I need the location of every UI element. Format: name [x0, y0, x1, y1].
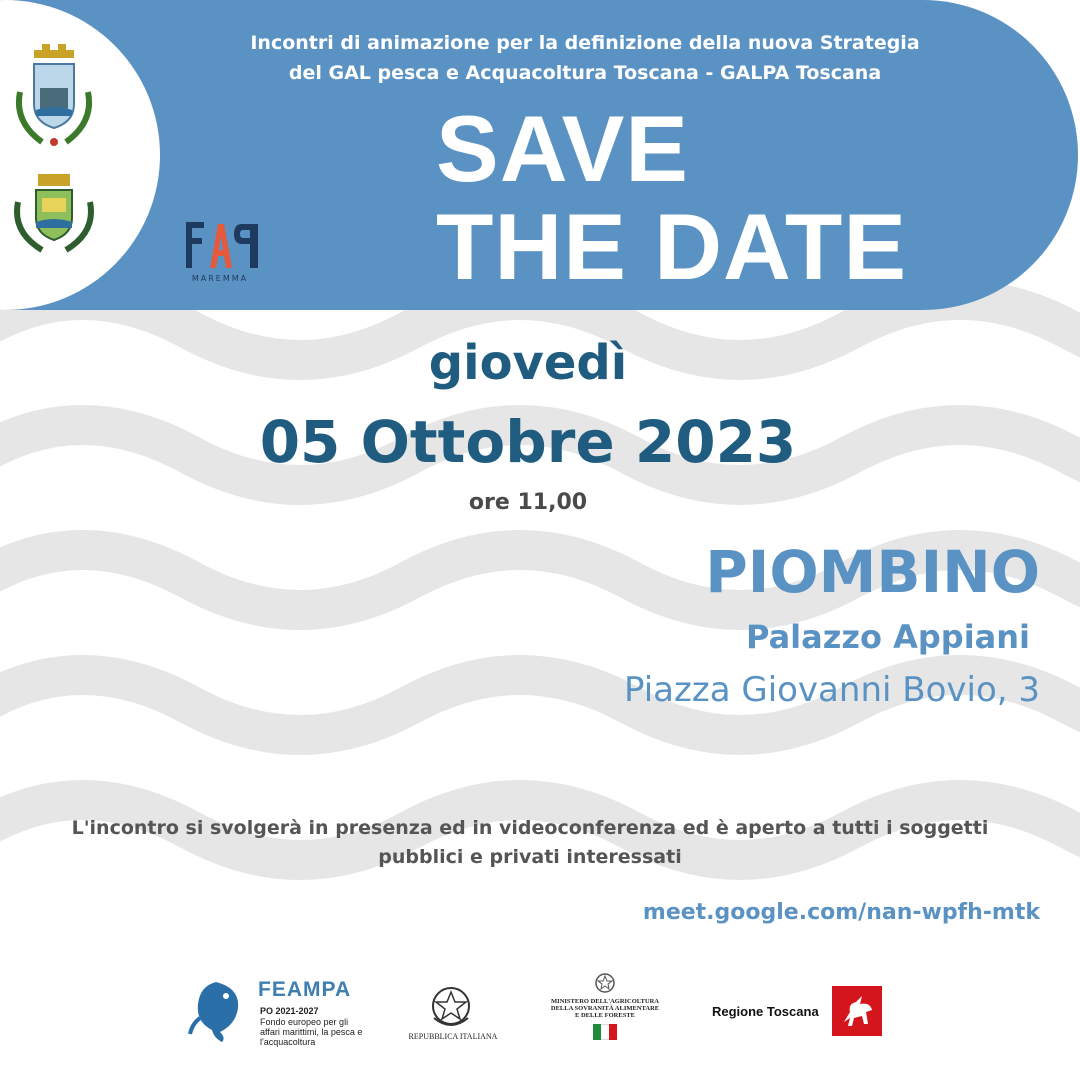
event-day: giovedì — [428, 335, 628, 391]
event-date: 05 Ottobre 2023 — [259, 408, 797, 476]
event-city: PIOMBINO — [705, 538, 1040, 606]
far-caption: MAREMMA — [191, 274, 249, 283]
header-line-1: Incontri di animazione per la definizione della nuova Strategia — [250, 32, 920, 54]
header-subtitle — [230, 28, 940, 88]
feampa-name: FEAMPA — [258, 978, 352, 1001]
toscana-pegasus-icon — [832, 986, 882, 1036]
event-time: ore 11,00 — [468, 490, 588, 515]
header-line-2: del GAL pesca e Acquacoltura Toscana - GALPA Toscana — [288, 62, 882, 84]
save-the-date-title — [436, 96, 908, 299]
crest-piombino-icon — [12, 42, 96, 152]
feampa-po: PO 2021-2027 — [260, 1006, 319, 1016]
toscana-label: Regione Toscana — [712, 1004, 819, 1019]
feampa-fish-icon — [186, 978, 246, 1044]
crest-comune-icon — [12, 172, 96, 256]
italian-flag-icon — [593, 1024, 617, 1040]
italian-emblem-label: REPUBBLICA ITALIANA — [408, 1032, 498, 1041]
meet-link[interactable]: meet.google.com/nan-wpfh-mtk — [642, 900, 1040, 925]
event-venue: Palazzo Appiani — [745, 618, 1030, 656]
ministry-emblem-icon — [594, 972, 616, 994]
feampa-description: Fondo europeo per gli affari marittimi, la pesca e l'acquacoltura — [260, 1017, 363, 1047]
event-info — [0, 814, 1060, 872]
sponsor-footer — [0, 970, 1080, 1070]
italian-emblem-icon — [428, 984, 474, 1032]
info-line-2: pubblici e privati interessati — [378, 846, 682, 868]
event-address: Piazza Giovanni Bovio, 3 — [623, 670, 1040, 710]
save-line-2: THE DATE — [436, 194, 908, 299]
ministry-label: MINISTERO DELL'AGRICOLTURA DELLA SOVRANITÀ ALIMENTARE E DELLE FORESTE — [550, 998, 660, 1019]
save-line-1: SAVE — [436, 96, 689, 201]
info-line-1: L'incontro si svolgerà in presenza ed in videoconferenza ed è aperto a tutti i soggetti — [71, 817, 989, 839]
